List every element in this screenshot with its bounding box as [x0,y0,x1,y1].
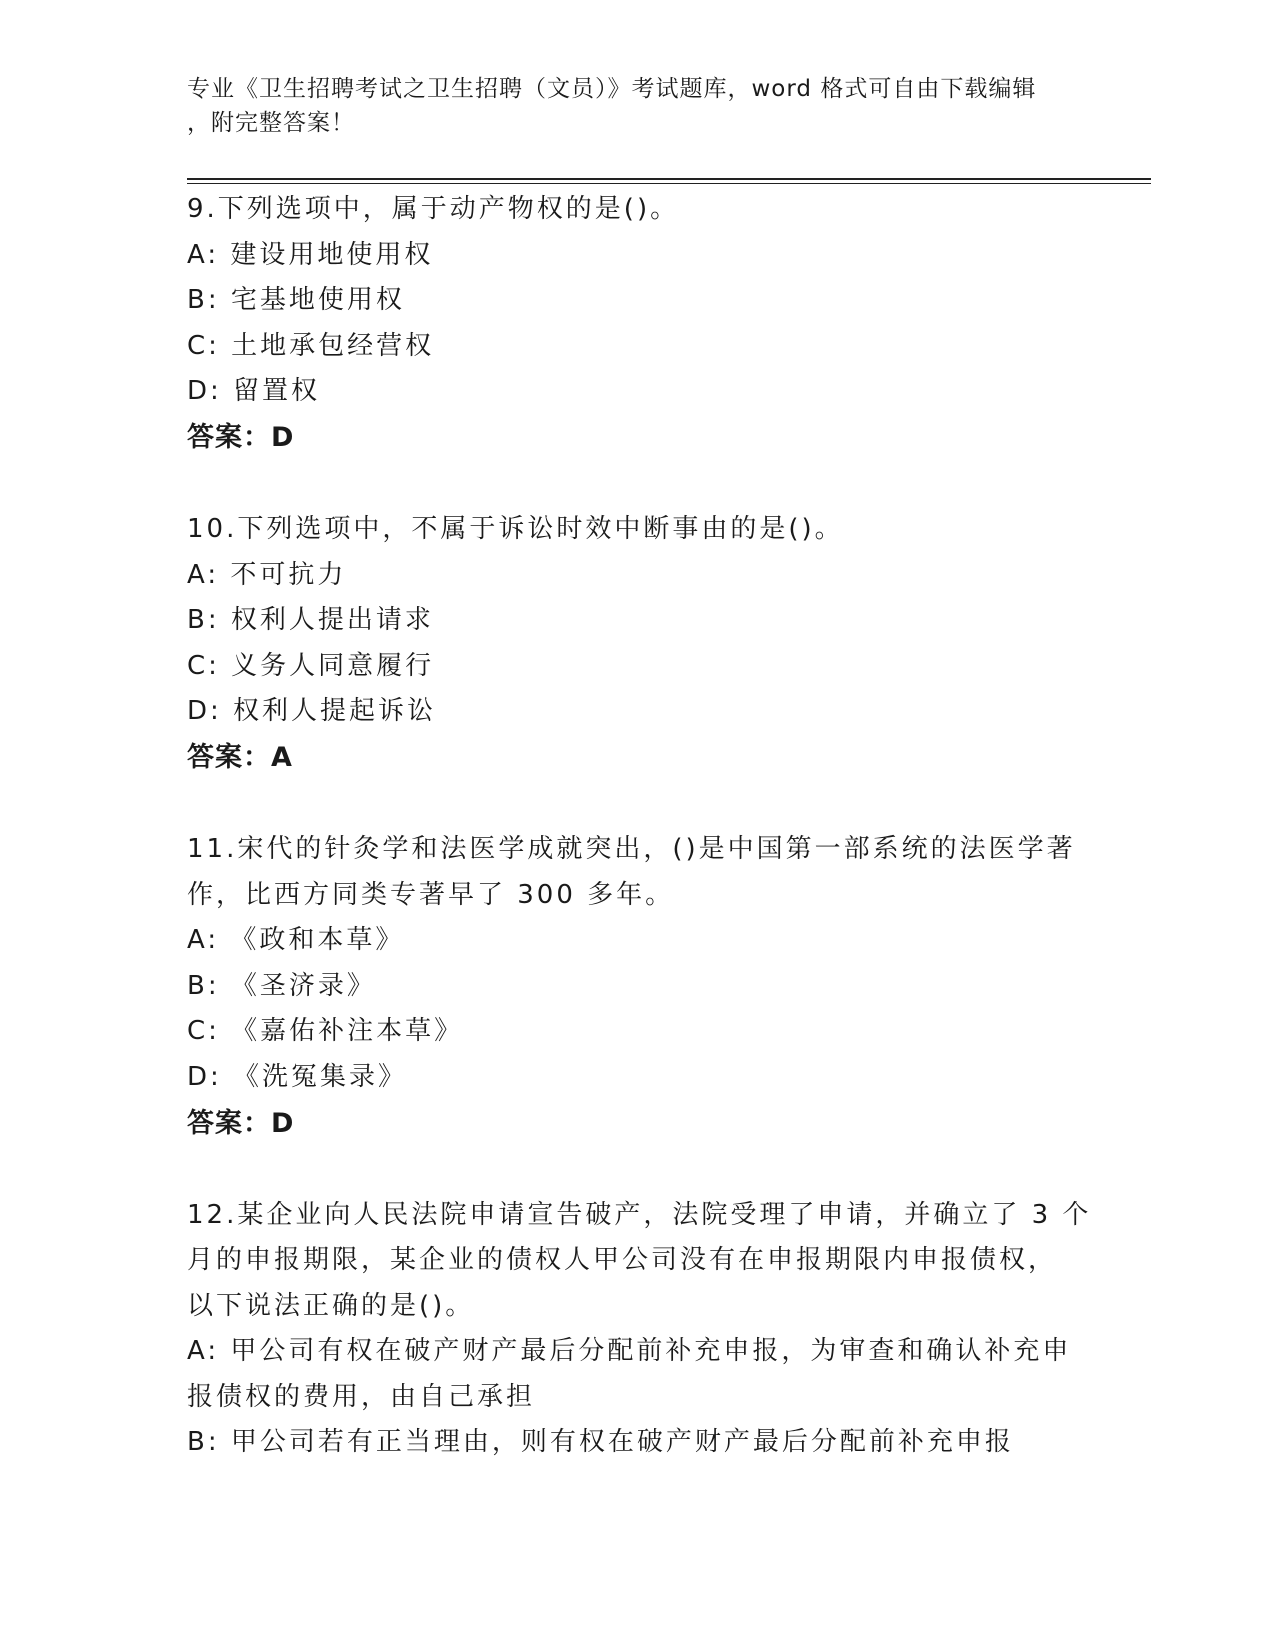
option-c: C: 《嘉佑补注本草》 [187,1016,464,1047]
question-stem: 10.下列选项中，不属于诉讼时效中断事由的是()。 [187,513,844,544]
answer: 答案：D [187,421,295,453]
answer: 答案：A [187,741,293,773]
option-d: D: 权利人提起诉讼 [187,696,437,727]
option-c: C: 土地承包经营权 [187,330,435,361]
question-list [187,187,1092,1512]
option-d: D: 留置权 [187,376,321,407]
option-b: B: 权利人提出请求 [187,605,434,636]
header-line-1: 专业《卫生招聘考试之卫生招聘（文员）》考试题库，word 格式可自由下载编辑 [187,76,1037,102]
answer: 答案：D [187,1107,295,1139]
question-stem-cont: 以下说法正确的是()。 [187,1290,475,1321]
option-a: A: 建设用地使用权 [187,239,434,270]
option-a: A: 不可抗力 [187,559,347,590]
option-a: A: 甲公司有权在破产财产最后分配前补充申报，为审查和确认补充申 [187,1336,1072,1367]
header-line-2: ，附完整答案！ [187,110,355,136]
option-c: C: 义务人同意履行 [187,650,435,681]
option-b: B: 《圣济录》 [187,970,376,1001]
option-a-cont: 报债权的费用，由自己承担 [187,1381,536,1412]
question-10 [187,507,1077,781]
question-12 [187,1193,1092,1467]
option-b: B: 甲公司若有正当理由，则有权在破产财产最后分配前补充申报 [187,1427,1014,1458]
question-stem-cont: 月的申报期限，某企业的债权人甲公司没有在申报期限内申报债权， [187,1245,1058,1276]
question-stem-cont: 作，比西方同类专著早了 300 多年。 [187,879,675,910]
option-d: D: 《洗冤集录》 [187,1061,408,1092]
header-divider-thick [187,178,1151,180]
question-stem: 12.某企业向人民法院申请宣告破产，法院受理了申请，并确立了 3 个 [187,1199,1092,1230]
document-header [187,72,1067,140]
option-a: A: 《政和本草》 [187,925,405,956]
question-stem: 11.宋代的针灸学和法医学成就突出，()是中国第一部系统的法医学著 [187,833,1076,864]
header-divider-thin [187,183,1151,184]
question-11 [187,827,1077,1147]
option-b: B: 宅基地使用权 [187,285,405,316]
question-stem: 9.下列选项中，属于动产物权的是()。 [187,194,680,224]
question-9 [187,187,1077,461]
